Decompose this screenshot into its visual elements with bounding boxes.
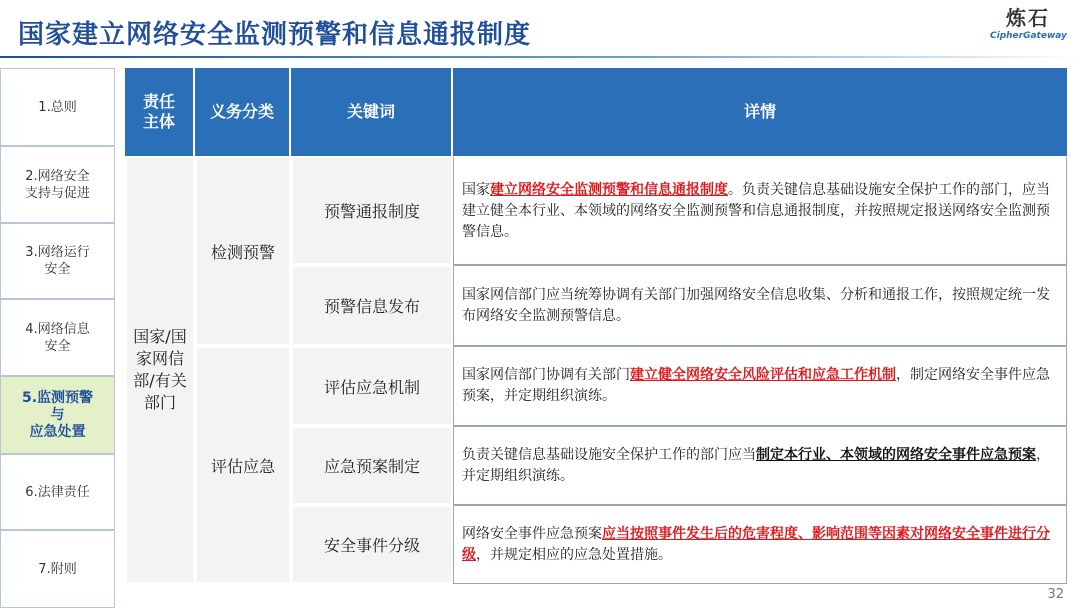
- obligations-table: [125, 68, 1067, 584]
- sidebar-item-label: 1.总则: [38, 99, 77, 115]
- detail-highlight: 制定本行业、本领域的网络安全事件应急预案: [756, 446, 1036, 463]
- detail-text: ，并规定相应的应急处置措施。: [476, 546, 672, 563]
- title-underline: [0, 56, 1080, 58]
- header-detail: 详情: [453, 68, 1067, 156]
- subject-cell: 国家/国 家网信 部/有关 部门: [125, 156, 195, 584]
- keyword-cell: 预警通报制度: [291, 156, 453, 265]
- detail-text: ，制定网络安全事件应急预案，并定期组织演练。: [462, 367, 1050, 404]
- sidebar-item-label: 4.网络信息 安全: [25, 321, 90, 354]
- sidebar-item-label: 3.网络运行 安全: [25, 245, 90, 277]
- sidebar-item-supplementary[interactable]: [0, 530, 115, 608]
- detail-text: 负责关键信息基础设施安全保护工作的部门应当: [462, 446, 756, 463]
- page-title: 国家建立网络安全监测预警和信息通报制度: [18, 20, 532, 50]
- header-subject: 责任 主体: [125, 68, 195, 156]
- detail-text: 国家网信部门应当统筹协调有关部门加强网络安全信息收集、分析和通报工作，按照规定统一发布网络安全监测预警信息。: [462, 286, 1050, 324]
- logo-sub-text: CipherGateway: [990, 31, 1067, 41]
- keyword-cell: 安全事件分级: [291, 505, 453, 584]
- detail-cell: [453, 265, 1067, 346]
- detail-cell: [453, 505, 1067, 584]
- category-assess: 评估应急: [195, 346, 291, 584]
- detail-cell: [453, 346, 1067, 426]
- detail-cell: [453, 426, 1067, 505]
- logo: [990, 6, 1066, 42]
- keyword-cell: 评估应急机制: [291, 346, 453, 426]
- detail-cell: [453, 156, 1067, 265]
- sidebar-item-operation[interactable]: [0, 223, 115, 299]
- sidebar-item-label: 6.法律责任: [25, 484, 90, 500]
- detail-text: ，并定期组织演练。: [462, 446, 1050, 484]
- detail-text: 国家网信部门协调有关部门: [462, 367, 630, 383]
- detail-highlight: 建立健全网络安全风险评估和应急工作机制: [630, 367, 896, 383]
- sidebar-item-label: 5.监测预警 与 应急处置: [21, 389, 94, 440]
- sidebar-item-legal[interactable]: [0, 454, 115, 530]
- page-number: 32: [1047, 587, 1064, 602]
- sidebar-item-general[interactable]: [0, 68, 115, 146]
- header-category: 义务分类: [195, 68, 291, 156]
- keyword-cell: 预警信息发布: [291, 265, 453, 346]
- sidebar-item-monitoring[interactable]: [0, 376, 115, 454]
- detail-text: 网络安全事件应急预案: [462, 525, 602, 542]
- detail-highlight: 建立网络安全监测预警和信息通报制度: [490, 181, 728, 198]
- detail-highlight: 应当按照事件发生后的危害程度、影响范围等因素对网络安全事件进行分级: [462, 525, 1050, 563]
- detail-text: 国家: [462, 181, 490, 198]
- sidebar-item-label: 7.附则: [38, 561, 77, 577]
- sidebar-item-label: 2.网络安全 支持与促进: [24, 168, 90, 201]
- detail-text: 。负责关键信息基础设施安全保护工作的部门，应当建立健全本行业、本领域的网络安全监测预警和信息通报制度，并按照规定报送网络安全监测预警信息。: [462, 181, 1050, 240]
- category-monitor: 检测预警: [195, 156, 291, 346]
- header-keyword: 关键词: [291, 68, 453, 156]
- sidebar-item-information[interactable]: [0, 299, 115, 376]
- keyword-cell: 应急预案制定: [291, 426, 453, 505]
- logo-main-text: 炼石: [1006, 6, 1050, 30]
- sidebar-item-support[interactable]: [0, 146, 115, 223]
